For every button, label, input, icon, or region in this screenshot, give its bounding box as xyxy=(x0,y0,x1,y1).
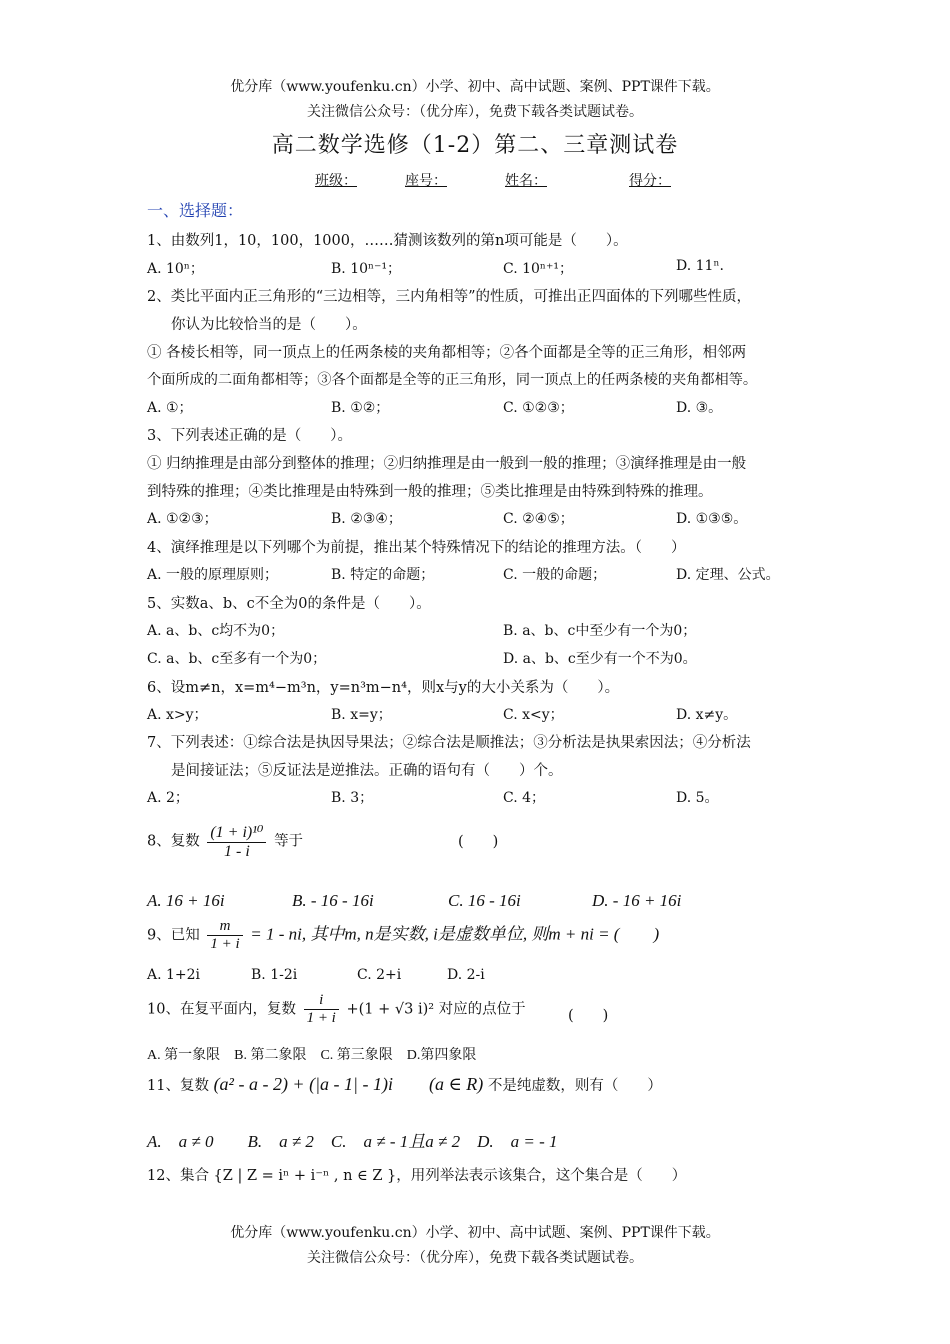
q10-denominator: 1 + i xyxy=(306,1010,336,1026)
q5-option-a: A. a、b、c均不为0； xyxy=(147,623,285,639)
q6-option-b: B. x=y； xyxy=(331,707,392,723)
q4-stem: 4、演绎推理是以下列哪个为前提，推出某个特殊情况下的结论的推理方法。（ ） xyxy=(147,540,686,556)
page-title: 高二数学选修（1-2）第二、三章测试卷 xyxy=(271,133,679,158)
q1-option-c: C. 10ⁿ⁺¹； xyxy=(503,261,573,277)
q11-suffix: 不是纯虚数，则有（ ） xyxy=(487,1078,662,1094)
q7-option-d: D. 5。 xyxy=(676,790,719,806)
q11-stem xyxy=(147,1070,662,1096)
q7-option-a: A. 2； xyxy=(147,790,189,806)
q2-stem-line-1: 2、类比平面内正三角形的“三边相等，三内角相等”的性质，可推出正四面体的下列哪些性质， xyxy=(147,289,752,305)
q8-option-b: B. - 16 - 16i xyxy=(292,891,374,910)
q4-option-b: B. 特定的命题； xyxy=(331,567,435,583)
q8-denominator: 1 - i xyxy=(224,843,250,860)
q3-option-a: A. ①②③； xyxy=(147,511,218,527)
q8-suffix: 等于 xyxy=(274,833,304,850)
q9-suffix: = 1 - ni, 其中m, n是实数, i是虚数单位, 则m + ni = ( ) xyxy=(250,924,660,944)
q7-option-c: C. 4； xyxy=(503,790,546,806)
q5-option-d: D. a、b、c至少有一个不为0。 xyxy=(503,651,697,667)
q8-fraction xyxy=(207,822,266,861)
header-line-1: 优分库（www.youfenku.cn）小学、初中、高中试题、案例、PPT课件下载。 xyxy=(230,79,720,95)
q4-option-a: A. 一般的原理原则； xyxy=(147,567,279,583)
q3-stem: 3、下列表述正确的是（ ）。 xyxy=(147,428,352,444)
q9-prefix: 9、已知 xyxy=(147,927,200,944)
score-field: 得分： xyxy=(629,173,671,189)
q2-option-d: D. ③。 xyxy=(676,400,723,416)
q10-numerator: i xyxy=(304,992,339,1010)
q1-stem: 1、由数列1，10，100，1000，……猜测该数列的第n项可能是（ ）。 xyxy=(147,233,628,249)
q1-option-b: B. 10ⁿ⁻¹； xyxy=(331,261,402,277)
class-field: 班级： xyxy=(315,173,357,189)
q10-suffix: +(1 + √3 i)² 对应的点位于 xyxy=(346,1001,526,1018)
q3-option-c: C. ②④⑤； xyxy=(503,511,574,527)
q3-info-line-1: ① 归纳推理是由部分到整体的推理；②归纳推理是由一般到一般的推理；③演绎推理是由一般 xyxy=(147,456,747,472)
q5-stem: 5、实数a、b、c不全为0的条件是（ ）。 xyxy=(147,596,431,612)
q7-option-b: B. 3； xyxy=(331,790,374,806)
q3-option-d: D. ①③⑤。 xyxy=(676,511,748,527)
q10-answer-paren: ( ) xyxy=(568,1008,609,1024)
q7-stem-line-2: 是间接证法；⑤反证法是逆推法。正确的语句有（ ）个。 xyxy=(171,763,563,779)
footer-line-2: 关注微信公众号：（优分库），免费下载各类试题试卷。 xyxy=(307,1250,643,1266)
seat-field: 座号： xyxy=(405,173,447,189)
q9-fraction xyxy=(207,918,242,953)
q10-stem xyxy=(147,992,526,1027)
q6-option-a: A. x>y； xyxy=(147,707,208,723)
q2-info-line-2: 个面所成的二面角都相等；③各个面都是全等的正三角形，同一顶点上的任两条棱的夹角都相等。 xyxy=(147,372,758,388)
q5-option-c: C. a、b、c至多有一个为0； xyxy=(147,651,327,667)
q11-expression: (a² - a - 2) + (|a - 1| - 1)i (a ∈ R) xyxy=(213,1074,484,1094)
q8-answer-paren: ( ) xyxy=(458,834,499,850)
q9-option-b: B. 1-2i xyxy=(251,967,298,983)
q7-stem-line-1: 7、下列表述：①综合法是执因导果法；②综合法是顺推法；③分析法是执果索因法；④分析法 xyxy=(147,735,751,751)
q9-numerator: m xyxy=(207,918,242,936)
q9-denominator: 1 + i xyxy=(210,936,240,952)
section-heading: 一、选择题： xyxy=(147,201,244,220)
q9-option-c: C. 2+i xyxy=(357,967,402,983)
q2-option-c: C. ①②③； xyxy=(503,400,574,416)
q9-option-a: A. 1+2i xyxy=(147,967,201,983)
q2-stem-line-2: 你认为比较恰当的是（ ）。 xyxy=(171,317,367,333)
q8-prefix: 8、复数 xyxy=(147,833,200,850)
q3-option-b: B. ②③④； xyxy=(331,511,402,527)
q11-options: A. a ≠ 0 B. a ≠ 2 C. a ≠ - 1且a ≠ 2 D. a = - 1 xyxy=(147,1132,558,1151)
q8-stem xyxy=(147,822,303,861)
q8-option-c: C. 16 - 16i xyxy=(448,891,521,910)
q12-stem: 12、集合 {Z | Z = iⁿ + i⁻ⁿ , n ∈ Z }，用列举法表示该集合，这个集合是（ ） xyxy=(147,1168,687,1184)
q1-option-a: A. 10ⁿ； xyxy=(147,261,204,277)
q5-option-b: B. a、b、c中至少有一个为0； xyxy=(503,623,697,639)
q4-option-d: D. 定理、公式。 xyxy=(676,567,780,583)
q10-fraction xyxy=(304,992,339,1027)
q6-stem: 6、设m≠n，x=m⁴−m³n，y=n³m−n⁴，则x与y的大小关系为（ ）。 xyxy=(147,680,620,696)
header-line-2: 关注微信公众号：（优分库），免费下载各类试题试卷。 xyxy=(307,104,643,120)
q8-numerator: (1 + i)¹⁰ xyxy=(207,822,266,843)
q9-option-d: D. 2-i xyxy=(447,967,485,983)
student-info-fields xyxy=(315,170,677,190)
q4-option-c: C. 一般的命题； xyxy=(503,567,607,583)
q10-prefix: 10、在复平面内，复数 xyxy=(147,1001,296,1018)
q6-option-c: C. x<y； xyxy=(503,707,564,723)
footer-line-1: 优分库（www.youfenku.cn）小学、初中、高中试题、案例、PPT课件下载。 xyxy=(230,1225,720,1241)
q1-option-d: D. 11ⁿ. xyxy=(676,258,724,274)
q11-prefix: 11、复数 xyxy=(147,1078,209,1094)
q10-options: A. 第一象限 B. 第二象限 C. 第三象限 D.第四象限 xyxy=(147,1048,477,1063)
q2-option-b: B. ①②； xyxy=(331,400,390,416)
q8-option-d: D. - 16 + 16i xyxy=(592,891,682,910)
q8-option-a: A. 16 + 16i xyxy=(147,891,225,910)
q3-info-line-2: 到特殊的推理；④类比推理是由特殊到一般的推理；⑤类比推理是由特殊到特殊的推理。 xyxy=(147,484,713,500)
q9-stem xyxy=(147,918,659,953)
q2-option-a: A. ①； xyxy=(147,400,193,416)
q6-option-d: D. x≠y。 xyxy=(676,707,738,723)
q2-info-line-1: ① 各棱长相等，同一顶点上的任两条棱的夹角都相等；②各个面都是全等的正三角形，相邻两 xyxy=(147,345,747,361)
name-field: 姓名： xyxy=(505,173,547,189)
